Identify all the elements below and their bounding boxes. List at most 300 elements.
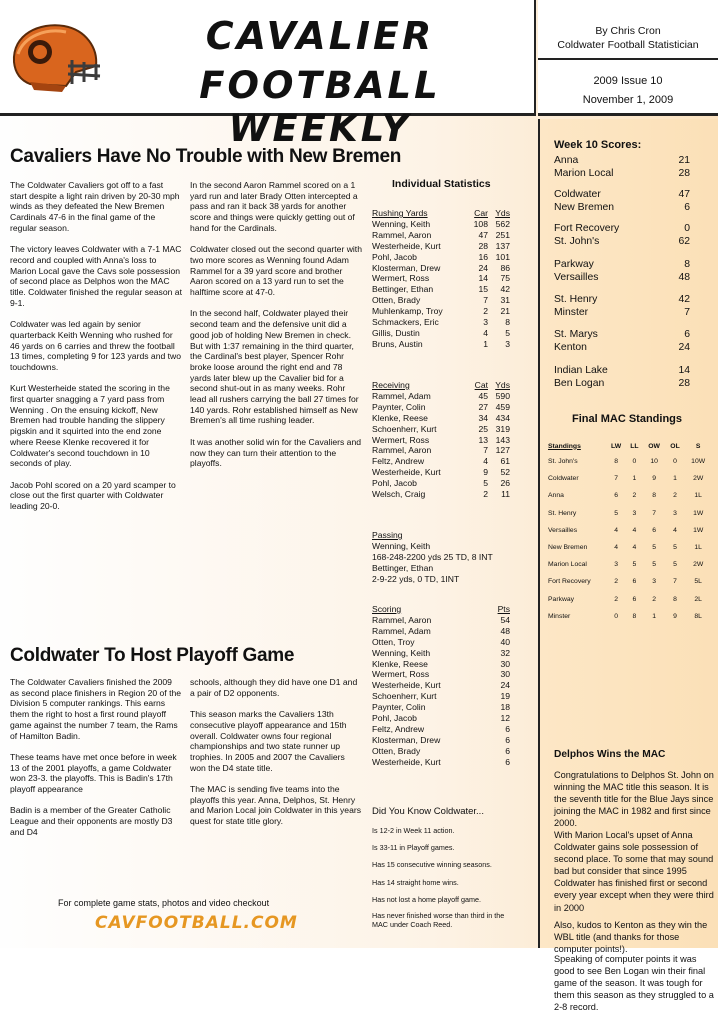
scoring-row <box>372 735 510 746</box>
paragraph: Coldwater closed out the second quarter with two more scores as Wenning found Adam Rammel for a 39 yard score and brother Aaron scored on a 13 yard run to set the halftime score at 47-0. <box>190 244 362 298</box>
standings-value: 2 <box>632 492 637 500</box>
sidebar-paragraph: Also, kudos to Kenton as they win the WBL title (and thanks for those computer points!). <box>554 920 708 955</box>
player-name: Feltz, Andrew <box>372 723 425 734</box>
receiving-header <box>372 380 510 391</box>
story2-column-2 <box>190 677 362 838</box>
did-you-know-item: Is 33-11 in Playoff games. <box>372 843 455 852</box>
did-you-know-item: Is 12-2 in Week 11 action. <box>372 826 455 835</box>
standings-value: 8 <box>652 492 656 500</box>
standings-value: 5 <box>632 561 637 569</box>
stat-value: 14 <box>478 273 488 284</box>
standings-header-streak: S <box>695 442 701 450</box>
stat-value: 6 <box>505 745 510 756</box>
stat-value: 52 <box>500 467 510 478</box>
score-game <box>554 294 690 319</box>
rushing-row <box>372 284 510 295</box>
score-game <box>554 329 690 354</box>
player-name: Klosterman, Drew <box>372 734 441 745</box>
stat-value: 16 <box>478 251 488 262</box>
paragraph: Jacob Pohl scored on a 20 yard scamper to close out the first quarter with Coldwater leading 20-0. <box>10 479 176 512</box>
standings-value: 8 <box>614 458 618 466</box>
player-name: Welsch, Craig <box>372 489 426 500</box>
scoring-label: Scoring <box>372 604 402 614</box>
issue-number: 2009 Issue 10 <box>593 75 663 87</box>
team-name: St. Henry <box>554 294 598 305</box>
standings-value: 3 <box>632 509 637 517</box>
player-name: Rammel, Adam <box>372 390 431 401</box>
standings-value: 8 <box>632 612 637 620</box>
player-name: Wenning, Keith <box>372 647 431 658</box>
player-name: Klenke, Reese <box>372 412 428 423</box>
team-name: Indian Lake <box>554 365 608 376</box>
standings-team: St. Henry <box>548 509 577 517</box>
standings-value: 1L <box>694 544 702 552</box>
score-team-row <box>554 294 690 307</box>
footer-note: For complete game stats, photos and video checkout <box>58 898 270 908</box>
passing-line: Bettinger, Ethan <box>372 562 434 573</box>
receiving-stats <box>372 380 510 500</box>
standings-value: 6 <box>632 578 637 586</box>
stat-value: 47 <box>478 229 488 240</box>
player-name: Bruns, Austin <box>372 338 423 349</box>
masthead-title-line2: FOOTBALL WEEKLY <box>199 64 441 150</box>
scoring-row <box>372 746 510 757</box>
standings-header-row <box>548 439 712 453</box>
standings-value: 2 <box>614 578 618 586</box>
receiving-row <box>372 489 510 500</box>
standings-header-ow: OW <box>648 442 660 450</box>
standings-value: 0 <box>673 458 677 466</box>
standings-team: St. John's <box>548 458 578 466</box>
standings-value: 9 <box>652 475 656 483</box>
story1-column-2 <box>190 180 362 480</box>
stat-value: 86 <box>500 262 510 273</box>
team-score: 62 <box>678 235 690 247</box>
receiving-row <box>372 391 510 402</box>
player-name: Feltz, Andrew <box>372 456 425 467</box>
stat-value: 21 <box>500 306 510 317</box>
player-name: Wenning, Keith <box>372 218 431 229</box>
standings-value: 3 <box>614 561 618 569</box>
standings-value: 0 <box>614 612 618 620</box>
player-name: Pohl, Jacob <box>372 713 417 724</box>
standings-team: Anna <box>548 492 564 500</box>
team-score: 47 <box>678 189 690 200</box>
stat-value: 42 <box>500 284 510 295</box>
standings-team: Coldwater <box>548 475 579 483</box>
sidebar <box>538 119 718 1013</box>
team-score: 28 <box>678 167 690 179</box>
stat-value: 27 <box>478 401 488 412</box>
paragraph: The victory leaves Coldwater with a 7-1 MAC record and coupled with Anna's loss to Marion Local gave the Cavs sole possession of second place as Delphos won the MAC title. Coldwater finished the regular season at 9-1. <box>10 244 182 308</box>
rushing-header <box>372 208 510 219</box>
player-name: Wermert, Ross <box>372 669 430 680</box>
scoring-row <box>372 680 510 691</box>
standings-value: 5 <box>673 561 677 569</box>
team-name: Coldwater <box>554 189 601 200</box>
standings-value: 9 <box>673 612 677 620</box>
stat-value: 4 <box>483 327 488 338</box>
sidebar-paragraph: With Marion Local's upset of Anna Coldwater gains sole possession of second place. To some that may sound bad but consider that since 1995 Coldwater has finished first or second every year except when they were third in 2000 <box>554 830 714 913</box>
passing-line: Wenning, Keith <box>372 540 431 551</box>
stat-value: 45 <box>478 390 488 401</box>
stat-value: 434 <box>495 412 510 423</box>
passing-label: Passing <box>372 530 403 540</box>
stat-value: 143 <box>495 434 510 445</box>
score-team-row <box>554 378 690 391</box>
score-team-row <box>554 307 690 320</box>
standings-value: 5 <box>673 544 677 552</box>
stat-value: 7 <box>483 295 488 306</box>
stat-value: 319 <box>495 423 510 434</box>
standings-value: 7 <box>673 578 677 586</box>
author-name: By Chris Cron <box>595 25 661 37</box>
receiving-row <box>372 413 510 424</box>
sidebar-paragraph: Congratulations to Delphos St. John on winning the MAC title this season. It is the seventh title for the Blue Jays since joining the MAC in 1982 and first since 2000. <box>554 770 714 829</box>
stat-value: 101 <box>495 251 510 262</box>
stat-value: 5 <box>505 327 510 338</box>
standings-row <box>548 453 712 470</box>
player-name: Klosterman, Drew <box>372 262 441 273</box>
rushing-row <box>372 317 510 328</box>
paragraph: In the second Aaron Rammel scored on a 1 yard run and later Brady Otten intercepted a pass and ran it back 38 yards for another score and things were quickly getting out of hand for the Cardinals. <box>190 180 358 233</box>
stat-value: 2 <box>483 489 488 500</box>
stat-value: 2 <box>483 306 488 317</box>
story1-column-1 <box>10 180 182 522</box>
standings-value: 6 <box>632 595 637 603</box>
standings-team: New Bremen <box>548 544 588 552</box>
football-helmet-icon <box>6 20 104 98</box>
website-link[interactable]: CAVFOOTBALL.COM <box>95 913 298 933</box>
standings-value: 6 <box>652 526 656 534</box>
paragraph: In the second half, Coldwater played their second team and the defensive unit did a good job of holding New Bremen in check. But with 1:37 remaining in the third quarter, the Cardinal's best player, Spencer Rohr broke loose around the right end and 78 yards later blew up the Cavalier bid for a second shut-out in as many weeks. Rohr lead all rushers carrying the ball 27 times for 140 yards. Rohr established himself as New Bremen's all time rushing leader. <box>190 308 359 426</box>
stat-value: 18 <box>500 702 510 713</box>
standings-header-ll: LL <box>630 442 639 450</box>
player-name: Bettinger, Ethan <box>372 284 434 295</box>
standings-value: 2W <box>693 475 704 483</box>
rushing-yds-header: Yds <box>495 208 510 218</box>
stat-value: 15 <box>478 284 488 295</box>
standings-team: Parkway <box>548 595 575 603</box>
stat-value: 9 <box>483 467 488 478</box>
player-name: Rammel, Aaron <box>372 229 432 240</box>
rushing-rows <box>372 219 510 350</box>
stat-value: 12 <box>500 713 510 724</box>
score-game <box>554 259 690 284</box>
score-team-row <box>554 259 690 272</box>
standings-value: 1 <box>632 475 637 483</box>
standings-header-team: Standings <box>548 442 581 450</box>
team-name: Minster <box>554 306 589 318</box>
player-name: Muhlenkamp, Troy <box>372 306 443 317</box>
player-name: Otten, Brady <box>372 745 421 756</box>
score-team-row <box>554 223 690 236</box>
score-game <box>554 155 690 180</box>
player-name: Gillis, Dustin <box>372 327 420 338</box>
standings-row <box>548 470 712 487</box>
stat-value: 5 <box>483 478 488 489</box>
player-name: Westerheide, Kurt <box>372 756 441 767</box>
team-name: Fort Recovery <box>554 223 620 234</box>
story1-headline: Cavaliers Have No Trouble with New Bremen <box>10 146 402 167</box>
score-game <box>554 189 690 214</box>
standings-header-lw: LW <box>610 442 622 450</box>
stats-title: Individual Statistics <box>392 178 491 190</box>
stat-value: 1 <box>483 338 488 349</box>
standings-value: 2L <box>694 595 702 603</box>
standings-value: 1 <box>673 475 677 483</box>
player-name: Pohl, Jacob <box>372 478 417 489</box>
player-name: Otten, Troy <box>372 636 415 647</box>
player-name: Schmackers, Eric <box>372 317 439 328</box>
standings-value: 2 <box>614 595 618 603</box>
scoring-row <box>372 626 510 637</box>
standings-row <box>548 505 712 522</box>
standings-value: 4 <box>614 526 618 534</box>
score-game <box>554 365 690 390</box>
team-score: 48 <box>678 271 690 283</box>
rushing-row <box>372 306 510 317</box>
standings-value: 2 <box>673 492 677 500</box>
stat-value: 7 <box>483 445 488 456</box>
receiving-row <box>372 435 510 446</box>
team-score: 14 <box>678 365 690 376</box>
did-you-know-item: Has 14 straight home wins. <box>372 878 459 887</box>
stat-value: 3 <box>505 338 510 349</box>
standings-value: 5 <box>652 561 656 569</box>
score-team-row <box>554 342 690 355</box>
standings-value: 5 <box>652 544 656 552</box>
standings-value: 6 <box>614 492 618 500</box>
passing-stats <box>372 530 510 585</box>
standings-value: 4 <box>673 526 677 534</box>
player-name: Rammel, Adam <box>372 625 431 636</box>
standings-value: 1 <box>652 612 656 620</box>
issue-box <box>538 60 718 116</box>
standings-team: Versailles <box>548 526 578 534</box>
player-name: Westerheide, Kurt <box>372 680 441 691</box>
standings-value: 4 <box>632 526 637 534</box>
standings-value: 8L <box>694 612 702 620</box>
stat-value: 11 <box>501 489 510 500</box>
standings-value: 5 <box>614 509 618 517</box>
stat-value: 32 <box>500 647 510 658</box>
scoring-rows <box>372 615 510 768</box>
stat-value: 562 <box>495 218 510 229</box>
stat-value: 6 <box>505 734 510 745</box>
passing-line: 168-248-2200 yds 25 TD, 8 INT <box>372 551 493 562</box>
stat-value: 590 <box>495 390 510 401</box>
standings-value: 7 <box>652 509 656 517</box>
team-name: Kenton <box>554 341 587 353</box>
team-score: 28 <box>678 377 690 389</box>
player-name: Rammel, Aaron <box>372 614 432 625</box>
rushing-row <box>372 230 510 241</box>
score-team-row <box>554 272 690 285</box>
stat-value: 61 <box>500 456 510 467</box>
standings-row <box>548 539 712 556</box>
standings-header-ol: OL <box>670 442 680 450</box>
team-name: Anna <box>554 155 579 166</box>
stat-value: 24 <box>500 680 510 691</box>
scoring-pts-header: Pts <box>497 604 510 614</box>
rushing-label: Rushing Yards <box>372 208 428 218</box>
issue-date: November 1, 2009 <box>582 94 674 106</box>
scoring-stats <box>372 604 510 768</box>
standings-row <box>548 573 712 590</box>
standings-row <box>548 556 712 573</box>
scoring-row <box>372 648 510 659</box>
standings-value: 7 <box>614 475 618 483</box>
scoring-row <box>372 757 510 768</box>
team-score: 6 <box>684 201 690 213</box>
score-team-row <box>554 168 690 181</box>
stat-value: 31 <box>500 295 510 306</box>
did-you-know-item: Has never finished worse than third in the MAC under Coach Reed. <box>372 911 505 929</box>
player-name: Wermert, Ross <box>372 434 430 445</box>
team-score: 24 <box>678 341 690 353</box>
team-name: Parkway <box>554 259 594 270</box>
standings-row <box>548 608 712 625</box>
paragraph: schools, although they did have one D1 and a pair of D2 opponents. <box>190 677 358 698</box>
standings-value: 2W <box>693 561 704 569</box>
stat-value: 19 <box>500 691 510 702</box>
standings-body <box>548 453 712 625</box>
player-name: Otten, Brady <box>372 295 421 306</box>
standings-value: 1W <box>693 509 704 517</box>
rushing-row <box>372 339 510 350</box>
team-name: New Bremen <box>554 201 615 213</box>
standings-value: 10W <box>691 458 706 466</box>
standings-value: 2 <box>652 595 656 603</box>
author-role: Coldwater Football Statistician <box>557 39 699 51</box>
did-you-know-item: Has not lost a home playoff game. <box>372 895 481 904</box>
player-name: Klenke, Reese <box>372 658 428 669</box>
rushing-stats <box>372 208 510 350</box>
receiving-label: Receiving <box>372 380 410 390</box>
masthead <box>0 0 536 150</box>
team-score: 21 <box>678 155 690 166</box>
stat-value: 3 <box>483 317 488 328</box>
player-name: Paynter, Colin <box>372 702 426 713</box>
standings-row <box>548 487 712 504</box>
receiving-row <box>372 424 510 435</box>
stat-value: 4 <box>483 456 488 467</box>
stat-value: 459 <box>495 401 510 412</box>
team-name: Versailles <box>554 271 599 283</box>
rushing-row <box>372 273 510 284</box>
story2-headline: Coldwater To Host Playoff Game <box>10 645 295 666</box>
delphos-title: Delphos Wins the MAC <box>554 749 666 760</box>
rushing-row <box>372 263 510 274</box>
scoring-row <box>372 713 510 724</box>
standings-value: 10 <box>650 458 658 466</box>
score-team-row <box>554 189 690 202</box>
standings-value: 8 <box>673 595 677 603</box>
scores-title: Week 10 Scores: <box>554 139 642 151</box>
passing-line: 2-9-22 yds, 0 TD, 1INT <box>372 573 460 584</box>
scoring-header <box>372 604 510 615</box>
stat-value: 251 <box>495 229 510 240</box>
rushing-row <box>372 328 510 339</box>
score-team-row <box>554 329 690 342</box>
stat-value: 6 <box>505 723 510 734</box>
player-name: Westerheide, Kurt <box>372 467 441 478</box>
team-score: 42 <box>678 294 690 305</box>
scoring-row <box>372 691 510 702</box>
rushing-car-header: Car <box>474 208 488 218</box>
player-name: Schoenherr, Kurt <box>372 691 437 702</box>
standings-team: Fort Recovery <box>548 578 591 586</box>
player-name: Westerheide, Kurt <box>372 240 441 251</box>
paragraph: This season marks the Cavaliers 13th consecutive playoff appearance and 15th overall. Coldwater owns four regional championships and two state runner up trophies. In 2005 and 2007 the Cavaliers won the D4 state title. <box>190 709 347 773</box>
score-game <box>554 223 690 248</box>
scoring-row <box>372 702 510 713</box>
score-team-row <box>554 365 690 378</box>
stat-value: 127 <box>495 445 510 456</box>
standings-table <box>548 439 712 625</box>
rushing-row <box>372 295 510 306</box>
standings-team: Minster <box>548 612 571 620</box>
paragraph: The Coldwater Cavaliers finished the 2009 as second place finishers in Region 20 of the Division 5 computer rankings. This earns them the right to host a first round playoff game against the number 7 team, the Rams of Hamilton Badin. <box>10 677 182 741</box>
team-name: Ben Logan <box>554 377 605 389</box>
stat-value: 108 <box>473 218 488 229</box>
player-name: Pohl, Jacob <box>372 251 417 262</box>
stat-value: 6 <box>505 756 510 767</box>
team-score: 7 <box>684 306 690 318</box>
paragraph: Kurt Westerheide stated the scoring in the first quarter snagging a 7 yard pass from Wenning . On the ensuing kickoff, New Bremen had trouble handing the slippery pigskin and it squirted into the end zone where Reese Klenke recovered it for Coldwater's second touchdown in 10 seconds of play. <box>10 383 170 469</box>
paragraph: These teams have met once before in week 13 of the 2001 playoffs, a game Coldwater won 23-3. the playoffs. This is Badin's 17th playoff appearance <box>10 751 177 795</box>
player-name: Schoenherr, Kurt <box>372 423 437 434</box>
standings-value: 4 <box>632 544 637 552</box>
scoring-row <box>372 724 510 735</box>
stat-value: 48 <box>500 625 510 636</box>
author-box <box>538 0 718 60</box>
stat-value: 30 <box>500 658 510 669</box>
receiving-row <box>372 456 510 467</box>
rushing-row <box>372 219 510 230</box>
score-team-row <box>554 155 690 168</box>
stat-value: 26 <box>500 478 510 489</box>
did-you-know-title: Did You Know Coldwater... <box>372 806 484 817</box>
paragraph: The MAC is sending five teams into the playoffs this year. Anna, Delphos, St. Henry and Marion Local join Coldwater in this years quest for state title glory. <box>190 784 362 827</box>
paragraph: It was another solid win for the Cavaliers and now they can turn their attention to the playoffs. <box>190 436 362 469</box>
standings-value: 1W <box>693 526 704 534</box>
stat-value: 8 <box>505 317 510 328</box>
standings-value: 4 <box>614 544 618 552</box>
receiving-yds-header: Yds <box>495 380 510 390</box>
team-score: 6 <box>684 329 690 340</box>
player-name: Rammel, Aaron <box>372 445 432 456</box>
masthead-title-line1: CAVALIER <box>205 14 435 58</box>
score-team-row <box>554 202 690 215</box>
standings-value: 3 <box>673 509 677 517</box>
stat-value: 25 <box>478 423 488 434</box>
standings-value: 1L <box>694 492 702 500</box>
standings-value: 5L <box>694 578 702 586</box>
stat-value: 34 <box>478 412 488 423</box>
scoring-row <box>372 669 510 680</box>
receiving-row <box>372 467 510 478</box>
team-name: Marion Local <box>554 167 614 179</box>
team-name: St. John's <box>554 235 600 247</box>
stat-value: 137 <box>495 240 510 251</box>
passing-header <box>372 530 510 541</box>
team-score: 8 <box>684 259 690 270</box>
stat-value: 54 <box>500 614 510 625</box>
receiving-row <box>372 402 510 413</box>
did-you-know-item: Has 15 consecutive winning seasons. <box>372 860 492 869</box>
